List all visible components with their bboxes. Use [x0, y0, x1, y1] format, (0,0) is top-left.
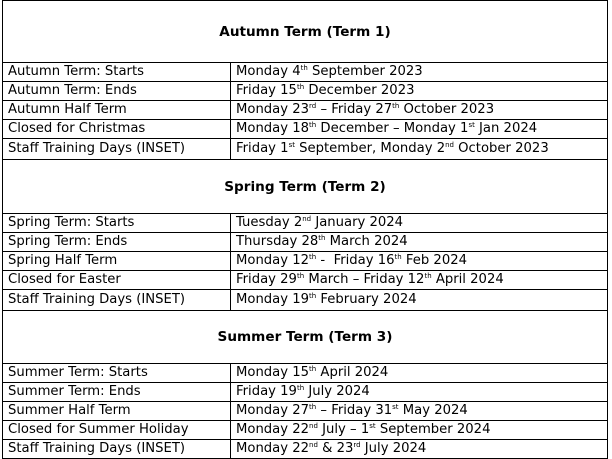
row-label: Spring Term: Starts: [3, 214, 231, 233]
term-heading: Autumn Term (Term 1): [3, 1, 608, 63]
row-label: Autumn Term: Starts: [3, 63, 231, 82]
table-row: [3, 63, 608, 82]
row-value: Monday 23rd – Friday 27th October 2023: [231, 101, 608, 120]
row-value: Tuesday 2nd January 2024: [231, 214, 608, 233]
row-value: Monday 27th – Friday 31st May 2024: [231, 402, 608, 421]
table-row: [3, 364, 608, 383]
table-row: [3, 383, 608, 402]
row-value: Friday 19th July 2024: [231, 383, 608, 402]
table-row: [3, 82, 608, 101]
row-value: Monday 22nd July – 1st September 2024: [231, 421, 608, 440]
row-label: Summer Term: Starts: [3, 364, 231, 383]
term-heading: Spring Term (Term 2): [3, 160, 608, 214]
row-value: Monday 15th April 2024: [231, 364, 608, 383]
table-row: [3, 120, 608, 139]
term-heading-row: [3, 1, 608, 63]
term-heading-row: [3, 311, 608, 364]
row-label: Summer Term: Ends: [3, 383, 231, 402]
term-heading: Summer Term (Term 3): [3, 311, 608, 364]
row-label: Staff Training Days (INSET): [3, 440, 231, 459]
term-dates-table: [2, 0, 608, 459]
row-label: Autumn Half Term: [3, 101, 231, 120]
table-row: [3, 214, 608, 233]
row-label: Autumn Term: Ends: [3, 82, 231, 101]
row-label: Staff Training Days (INSET): [3, 139, 231, 160]
row-value: Friday 29th March – Friday 12th April 2024: [231, 271, 608, 290]
row-value: Monday 22nd & 23rd July 2024: [231, 440, 608, 459]
table-row: [3, 402, 608, 421]
row-value: Monday 4th September 2023: [231, 63, 608, 82]
table-row: [3, 101, 608, 120]
table-row: [3, 421, 608, 440]
row-value: Friday 15th December 2023: [231, 82, 608, 101]
row-label: Closed for Christmas: [3, 120, 231, 139]
row-value: Monday 18th December – Monday 1st Jan 2024: [231, 120, 608, 139]
row-label: Staff Training Days (INSET): [3, 290, 231, 311]
row-label: Summer Half Term: [3, 402, 231, 421]
row-value: Monday 12th - Friday 16th Feb 2024: [231, 252, 608, 271]
row-value: Monday 19th February 2024: [231, 290, 608, 311]
row-label: Closed for Summer Holiday: [3, 421, 231, 440]
row-value: Thursday 28th March 2024: [231, 233, 608, 252]
table-row: [3, 290, 608, 311]
table-row: [3, 271, 608, 290]
row-label: Spring Half Term: [3, 252, 231, 271]
table-row: [3, 139, 608, 160]
term-heading-row: [3, 160, 608, 214]
row-label: Closed for Easter: [3, 271, 231, 290]
row-label: Spring Term: Ends: [3, 233, 231, 252]
row-value: Friday 1st September, Monday 2nd October 2023: [231, 139, 608, 160]
table-row: [3, 252, 608, 271]
table-row: [3, 233, 608, 252]
